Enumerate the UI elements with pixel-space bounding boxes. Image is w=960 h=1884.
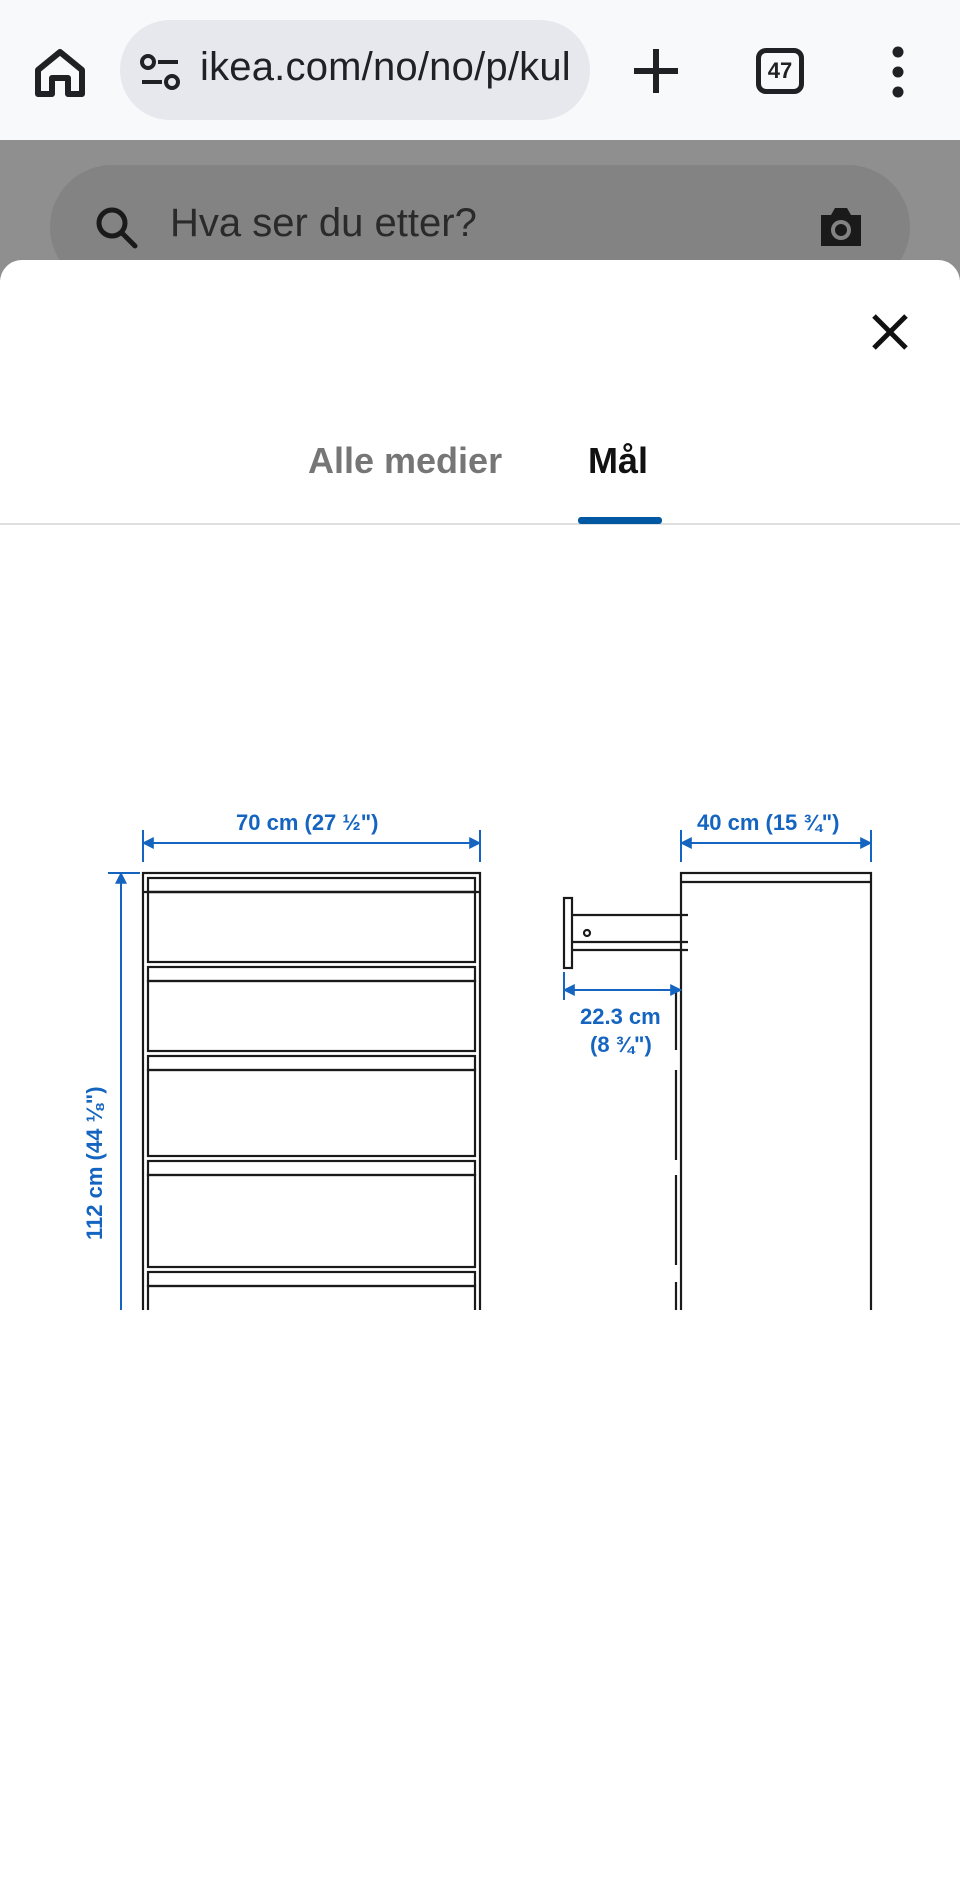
address-bar[interactable] (120, 20, 590, 120)
new-tab-icon[interactable] (630, 45, 682, 97)
browser-toolbar (0, 0, 960, 140)
home-icon[interactable] (28, 40, 92, 104)
front-width-label: 70 cm (27 ½") (236, 810, 379, 835)
side-view (564, 873, 871, 1310)
drawer-extension-cm-label: 22.3 cm (580, 1004, 661, 1029)
search-placeholder: Hva ser du etter? (170, 201, 477, 245)
side-depth-label: 40 cm (15 ¾") (697, 810, 840, 835)
active-tab-indicator (578, 517, 662, 524)
tab-dimensions[interactable]: Mål (588, 440, 649, 481)
url-text[interactable]: ikea.com/no/no/p/kul (200, 45, 571, 89)
media-modal (0, 260, 960, 1884)
drawer-extension-in-label: (8 ¾") (590, 1032, 652, 1057)
dimensions-drawing (0, 530, 960, 1310)
front-view (143, 873, 480, 1310)
more-menu-icon[interactable] (888, 46, 908, 98)
tab-all-media[interactable]: Alle medier (308, 440, 503, 481)
camera-icon[interactable] (815, 203, 867, 251)
search-icon (94, 205, 138, 249)
tabs-divider (0, 523, 960, 525)
tab-switcher-button[interactable]: 47 (756, 48, 804, 94)
site-settings-icon[interactable] (138, 50, 182, 94)
page-overlay (0, 140, 960, 280)
height-label: 112 cm (44 ⅛") (82, 1086, 107, 1240)
close-icon[interactable] (866, 308, 914, 356)
